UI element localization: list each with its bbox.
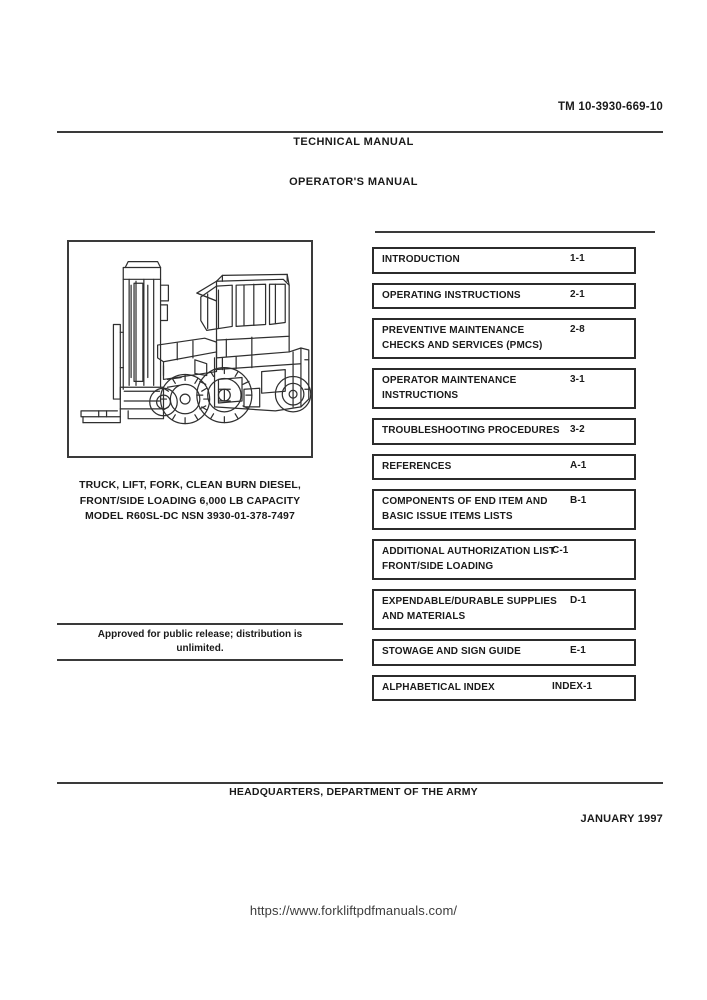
caption-line-1: TRUCK, LIFT, FORK, CLEAN BURN DIESEL, xyxy=(79,479,301,491)
tm-number: TM 10-3930-669-10 xyxy=(557,101,663,113)
index-item-title: PREVENTIVE MAINTENANCE CHECKS AND SERVICES (PMCS) xyxy=(382,325,543,351)
index-item-references[interactable] xyxy=(372,454,636,481)
publication-date: JANUARY 1997 xyxy=(580,813,663,825)
index-item-title: COMPONENTS OF END ITEM AND BASIC ISSUE ITEMS LISTS xyxy=(382,496,548,522)
header-divider-rule xyxy=(57,131,663,133)
distribution-top-rule xyxy=(57,623,343,625)
forklift-illustration-frame xyxy=(67,240,313,458)
index-item-title: REFERENCES xyxy=(382,460,452,472)
manual-subtype-title: OPERATOR'S MANUAL xyxy=(289,176,418,188)
chapter-index-list xyxy=(372,247,636,710)
index-item-expendable-durable[interactable] xyxy=(372,589,636,630)
index-item-operating-instructions[interactable] xyxy=(372,283,636,310)
distribution-bottom-rule xyxy=(57,659,343,661)
index-item-page: 2-8 xyxy=(570,324,585,335)
index-item-page: 3-1 xyxy=(570,374,585,385)
forklift-line-drawing-icon xyxy=(69,242,311,456)
index-item-title: ADDITIONAL AUTHORIZATION LIST FRONT/SIDE LOADING xyxy=(382,546,556,572)
index-item-title: INTRODUCTION xyxy=(382,254,460,265)
index-item-additional-authorization[interactable] xyxy=(372,539,636,580)
index-item-title: ALPHABETICAL INDEX xyxy=(382,681,495,693)
source-url-watermark: https://www.forkliftpdfmanuals.com/ xyxy=(249,903,458,918)
index-item-title: TROUBLESHOOTING PROCEDURES xyxy=(382,425,560,436)
index-item-page: 3-2 xyxy=(570,424,585,435)
index-item-page: A-1 xyxy=(570,459,587,471)
caption-line-3: MODEL R60SL-DC NSN 3930-01-378-7497 xyxy=(85,510,295,522)
index-item-title: OPERATOR MAINTENANCE INSTRUCTIONS xyxy=(382,375,517,401)
footer-divider-rule xyxy=(57,782,663,784)
caption-line-2: FRONT/SIDE LOADING 6,000 LB CAPACITY xyxy=(79,494,301,507)
index-item-title: STOWAGE AND SIGN GUIDE xyxy=(382,646,521,657)
index-item-introduction[interactable] xyxy=(372,247,636,274)
index-item-page: INDEX-1 xyxy=(552,680,593,692)
distribution-line-2: unlimited. xyxy=(176,642,224,654)
manual-type-title: TECHNICAL MANUAL xyxy=(293,136,414,148)
index-item-pmcs[interactable] xyxy=(372,318,636,359)
index-item-troubleshooting[interactable] xyxy=(372,418,636,445)
index-item-page: E-1 xyxy=(570,645,586,656)
headquarters-line: HEADQUARTERS, DEPARTMENT OF THE ARMY xyxy=(229,786,478,798)
index-item-page: C-1 xyxy=(552,545,569,556)
index-item-alphabetical-index[interactable] xyxy=(372,675,636,702)
distribution-line-1: Approved for public release; distribution is xyxy=(97,629,303,640)
equipment-caption xyxy=(45,478,335,525)
index-item-page: 2-1 xyxy=(570,288,585,300)
index-item-operator-maintenance[interactable] xyxy=(372,368,636,409)
index-item-title: OPERATING INSTRUCTIONS xyxy=(382,289,521,301)
index-item-stowage-sign-guide[interactable] xyxy=(372,639,636,666)
index-item-title: EXPENDABLE/DURABLE SUPPLIES AND MATERIALS xyxy=(382,596,557,622)
distribution-statement xyxy=(57,628,343,655)
index-item-page: B-1 xyxy=(570,495,587,506)
index-top-rule xyxy=(375,231,655,233)
index-item-components-end-item[interactable] xyxy=(372,489,636,530)
index-item-page: D-1 xyxy=(570,595,587,606)
index-item-page: 1-1 xyxy=(570,253,585,264)
